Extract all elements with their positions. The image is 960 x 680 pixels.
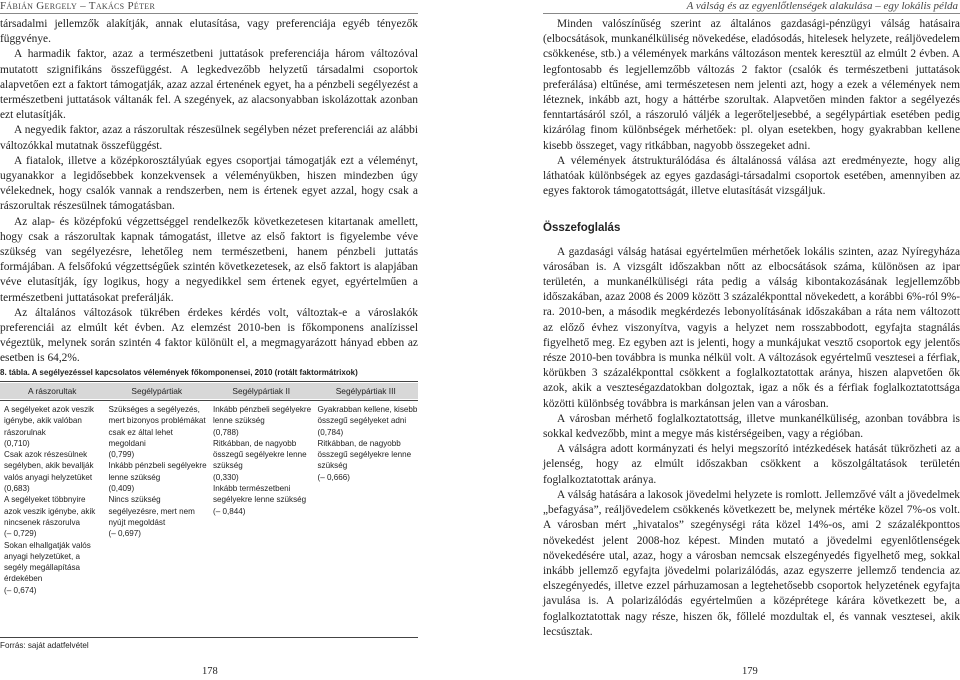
page-number-right: 179 [742, 666, 758, 677]
table-cell-line: Inkább pénzbeli segélyekre lenne szükség [108, 461, 207, 482]
table-cell-line: Sokan elhallgatják valós anyagi helyzetüket, a segély megállapítása érdekében [4, 540, 91, 584]
table-cell-line: Inkább pénzbeli segélyekre lenne szükség [213, 405, 312, 426]
right-paragraphs-bottom [543, 245, 960, 640]
table-cell-line: (– 0,844) [213, 506, 246, 516]
table-cell-line: Csak azok részesülnek segélyben, akik bevallják valós anyagi helyzetüket [4, 450, 94, 482]
paragraph: A fiatalok, illetve a középkorosztályúak egyes csoportjai támogatják ezt a véleményt, ugyanakkor a legidősebbek konzekvensek a véleményükben, hiszen mindezben úgy vélekednek, hogy csalók vannak a rendszerben, nem is értenek egyet azzal, hogy csak a rászorultak részesülnek támogatásban. [0, 154, 418, 213]
table-cell-line: (– 0,729) [4, 529, 37, 539]
paragraph: társadalmi jellemzők alakítják, annak elutasítása, vagy preferenciája egyéb tényezők függvénye. [0, 18, 418, 46]
table-cell-line: (0,788) [213, 427, 239, 437]
running-header-title: A válság és az egyenlőtlenségek alakulása – egy lokális példa [686, 0, 958, 12]
table-cell [209, 404, 314, 596]
right-paragraphs-top [543, 17, 960, 199]
table-top-rule [0, 381, 418, 382]
table-cell [0, 404, 105, 596]
paragraph: A városban mérhető foglalkoztatottság, illetve munkanélküliség, azonban továbbra is sokkal kedvezőbb, mint a megye más kistérségeiben, vagy a régióban. [543, 412, 960, 441]
table-cell-line: A segélyeket többnyire azok veszik igénybe, akik nincsenek rászorulva [4, 495, 96, 527]
table-column-header: Segélypártiak [131, 386, 183, 396]
paragraph: A válság hatására a lakosok jövedelmi helyzete is romlott. Jellemzővé vált a jövedelmek „befagyása”, reáljövedelem csökkenés következett be, melynek mértéke közel 7%-os volt. A városban mért „hivatalos” szegénységi ráta közel 14%-os, ami 2 százalékponttos növekedést jelent 2008-hoz képest. Minden mutató a jövedelmi egyenlőtlenségek növekedésére utal, azaz, hogy a városban nemcsak elszegényedés figyelhető meg, sokkal inkább jellemző egyfajta jövedelmi polarizálódás, azaz egyszerre jellemző tendencia az elszegényedés, illetve ezzel párhuzamosan a legtehetősebb csoportok helyzetének egyfajta javulása is. A polarizálódás egyértelműen a középrétege kárára következett be, a foglalkoztatottak nagy része, hiszen ők, főllelé mozdultak el, és vannak vesztesei, akik lecsúsztak. [543, 488, 960, 638]
section-title: Összefoglalás [543, 222, 621, 235]
header-rule-right [543, 13, 960, 14]
table-caption: 8. tábla. A segélyezéssel kapcsolatos vélemények főkomponensei, 2010 (rotált faktormátrixok) [0, 368, 358, 377]
paragraph: Minden valószínűség szerint az általános gazdasági-pénzügyi válság hatásaira (elbocsátások, munkanélküliség növekedése, eladósodás, hitelesek helyzete, reáljövedelem csökkenése, stb.) a vélemények markáns változáson mentek keresztül az elmúlt 2 évben. A legfontosabb és legjellemzőbb változás 2 faktor (csalók és természetbeni juttatások preferálása) eltűnése, ami természetesen nem jelenti azt, hogy a ezek a vélemények nem léteznek, inkább azt, hogy a háttérbe szorultak. Alapvetően minden faktor a segélyezés fenntartásáról szól, a rászoruló váljék a legerőteljesebbé, a segélypártiak esetében pedig kizárólag finom különbségek mérhetőek: pl. olyan esetekben, hogy gyakrabban kellene kisebb összeget, vagy ritkábban, nagyobb összegeket adni. [543, 18, 960, 152]
table-column-header: Segélypártiak III [335, 386, 396, 396]
table-header-row [0, 383, 418, 399]
paragraph: Az általános változások tükrében érdekes kérdés volt, változtak-e a városlakók preferenciái az elmúlt két évben. Az elemzést 2010-ben is főkomponens analízissel végeztük, melynek során szintén 4 faktor különült el, a megmagyarázott hányad ebben az esetben is 64,2%. [0, 306, 418, 365]
table-cell-line: (0,784) [317, 427, 344, 437]
table-cell-line: (0,799) [108, 450, 135, 460]
running-header-authors: Fábián Gergely – Takács Péter [0, 0, 156, 12]
table-cell-line: (– 0,697) [108, 529, 141, 539]
table-cell-line: (0,330) [213, 472, 239, 482]
table-cell [105, 404, 210, 596]
table-cell-line: Inkább természetbeni segélyekre lenne szükség [213, 484, 307, 505]
page-number-left: 178 [202, 666, 218, 677]
paragraph: A negyedik faktor, azaz a rászorultak részesülnek segélyben nézet preferenciái az alábbi változókkal mutatnak összefüggést. [0, 124, 418, 152]
table-header-rule [0, 400, 418, 401]
table-cell-line: (0,683) [4, 484, 30, 494]
table-cell-line: Nincs szükség segélyezésre, mert nem nyújt megoldást [108, 495, 195, 527]
table-cell-line: Ritkábban, de nagyobb összegű segélyekre lenne szükség [213, 438, 307, 471]
table-cell-line: (– 0,666) [317, 472, 350, 482]
table-cell-line: (– 0,674) [4, 585, 37, 595]
left-text-column [0, 17, 418, 367]
paragraph: Az alap- és középfokú végzettséggel rendelkezők következetesen kitartanak amellett, hogy csak a rászorultak kapnak támogatást, illetve az első faktort is figyelembe véve szükség van segélyezésre, lehetőleg nem természetbeni, hanem pénzbeli juttatás formájában. A felsőfokú végzettségűek szintén következetesek, az első faktort is alapjában véve elutasítják, így logikus, hogy a negyedikkel sem értenek egyet, egyértelműen a természetbeni juttatásokat preferálják. [0, 215, 418, 304]
table-column-header: A rászorultak [28, 386, 77, 396]
table-cell-line: Ritkábban, de nagyobb összegű segélyekre lenne szükség [317, 438, 412, 471]
table-source: Forrás: saját adatfelvétel [0, 641, 89, 650]
table-cell-line: Szükséges a segélyezés, mert bizonyos problémákat csak ez által lehet megoldani [108, 405, 206, 448]
table-bottom-rule [0, 637, 418, 638]
table-body [0, 404, 418, 596]
paragraph: A vélemények átstrukturálódása és általánossá válása azt eredményezte, hogy alig láthatóak különbségek az egyes gazdasági-társadalmi csoportok esetében, amennyiben az egyes faktorok támogatottságát, illetve elutasítását vizsgáljuk. [543, 154, 960, 198]
table-cell-line: (0,710) [4, 438, 30, 448]
table-cell-line: (0,409) [108, 484, 135, 494]
table-cell-line: Gyakrabban kellene, kisebb összegű segélyeket adni [317, 405, 418, 426]
table-cell-line: A segélyeket azok veszik igénybe, akik valóban rászorulnak [4, 405, 94, 437]
paragraph: A válságra adott kormányzati és helyi megszorító intézkedések hatását tükrözheti az a jelenség, hogy az elmúlt időszakban csökkent a köszolgáltatások területén foglalkoztatottak aránya. [543, 443, 960, 486]
paragraph: A gazdasági válság hatásai egyértelműen mérhetőek lokális szinten, azaz Nyíregyháza városában is. A vizsgált időszakban nőtt az elbocsátások száma, különösen az ipar területén, a munkanélküliségi ráta pedig a válság kibontakozásának legjellemzőbb időszakában, azaz 2008 és 2009 között 3 százalékponttal növekedett, a korábbi 6%-ról 9%-ra. 2010-ben, a második megkérdezés lebonyolításának időszakában a ráta nem változott az előző évhez viszonyítva, vagyis a helyzet nem rosszabbodott, egyfajta stagnálás figyelhető meg. Ez egyben azt is jelenti, hogy a munkájukat vesztő csoportok egy jelentős része 2010-ben továbbra is munka nélkül volt. A változások egyértelmű vesztesei a férfiak, körükben 3 százalékponttal csökkent a foglalkoztatottak aránya, hiszen alapvetően ők azok, akik a veszteségazdatokban dolgoztak, igaz a nők és a férfiak foglalkoztatottsága közötti különbség továbbra is markánsan jelen van a városban. [543, 245, 960, 410]
header-rule-left [0, 13, 418, 14]
table-cell [314, 404, 419, 596]
right-text-column [543, 17, 960, 640]
paragraph: A harmadik faktor, azaz a természetbeni juttatások preferenciája három változóval mutatott szignifikáns összefüggést. A legkedvezőbb helyzetű társadalmi csoportok alapvetően ezt a faktort támogatják, azaz azzal értenének egyet, ha a pénzbeli segélyezést a természetbeni juttatások váltanák fel. A szegények, az alacsonyabban iskolázottak azonban ezt elutasítják. [0, 48, 418, 122]
table-column-header: Segélypártiak II [232, 386, 291, 396]
